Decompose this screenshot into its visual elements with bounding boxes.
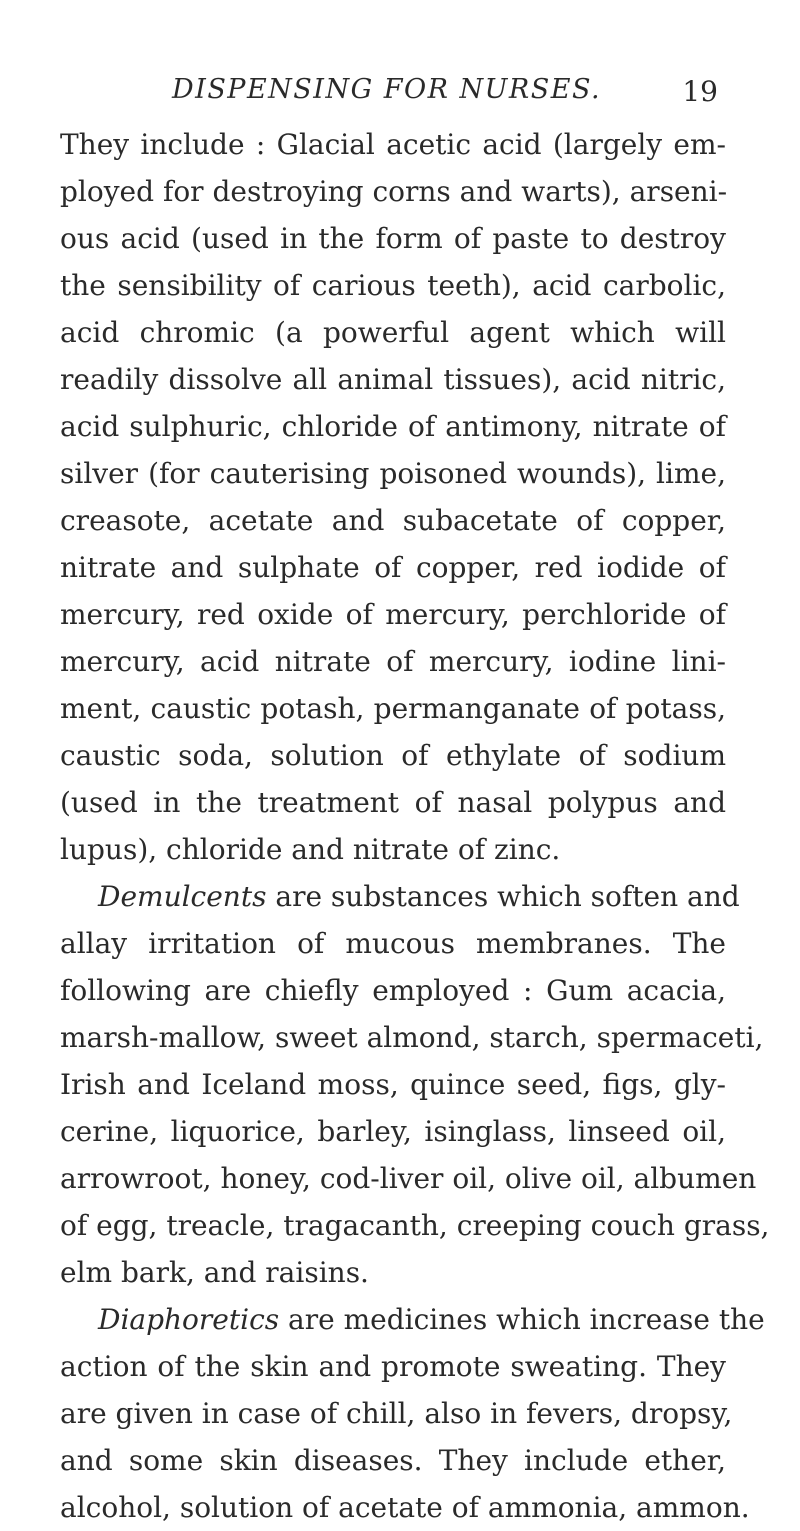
text-line: ment, caustic potash, permanganate of potass,	[60, 692, 726, 725]
text-line: marsh-mallow, sweet almond, starch, spermaceti,	[60, 1021, 764, 1054]
term-description: are medicines which increase the	[279, 1303, 765, 1336]
text-line: mercury, acid nitrate of mercury, iodine lini-	[60, 645, 726, 678]
term-diaphoretics: Diaphoretics	[98, 1303, 280, 1336]
body-text	[60, 121, 770, 1531]
term-demulcents: Demulcents	[98, 880, 267, 913]
text-line: Irish and Iceland moss, quince seed, figs, gly-	[60, 1068, 726, 1101]
text-line: readily dissolve all animal tissues), acid nitric,	[60, 363, 726, 396]
text-line	[60, 1296, 765, 1343]
text-line: They include : Glacial acetic acid (largely em-	[60, 128, 726, 161]
text-line: ous acid (used in the form of paste to destroy	[60, 222, 726, 255]
page-number: 19	[682, 75, 718, 108]
paragraph-demulcents	[60, 873, 770, 1296]
text-line: nitrate and sulphate of copper, red iodide of	[60, 551, 726, 584]
text-line: the sensibility of carious teeth), acid carbolic,	[60, 269, 726, 302]
text-line: elm bark, and raisins.	[60, 1256, 369, 1289]
text-line: mercury, red oxide of mercury, perchloride of	[60, 598, 726, 631]
text-line: (used in the treatment of nasal polypus and	[60, 786, 726, 819]
text-line: action of the skin and promote sweating. They	[60, 1350, 726, 1383]
text-line: following are chiefly employed : Gum acacia,	[60, 974, 726, 1007]
text-line: alcohol, solution of acetate of ammonia, ammon.	[60, 1491, 750, 1524]
text-line: allay irritation of mucous membranes. The	[60, 927, 726, 960]
running-head: DISPENSING FOR NURSES.	[172, 74, 602, 105]
paragraph-caustics	[60, 121, 726, 873]
text-line: acid sulphuric, chloride of antimony, nitrate of	[60, 410, 726, 443]
text-line: cerine, liquorice, barley, isinglass, linseed oil,	[60, 1115, 726, 1148]
text-line: are given in case of chill, also in fevers, dropsy,	[60, 1397, 733, 1430]
text-line: of egg, treacle, tragacanth, creeping couch grass,	[60, 1209, 770, 1242]
text-line: arrowroot, honey, cod-liver oil, olive oil, albumen	[60, 1162, 757, 1195]
text-line: caustic soda, solution of ethylate of sodium	[60, 739, 726, 772]
text-line: acid chromic (a powerful agent which will	[60, 316, 726, 349]
text-line: and some skin diseases. They include ether,	[60, 1444, 726, 1477]
text-line: creasote, acetate and subacetate of copper,	[60, 504, 726, 537]
text-line	[60, 873, 740, 920]
text-line: silver (for cauterising poisoned wounds), lime,	[60, 457, 726, 490]
text-line: ployed for destroying corns and warts), arseni-	[60, 175, 728, 208]
text-line: lupus), chloride and nitrate of zinc.	[60, 833, 561, 866]
term-description: are substances which soften and	[266, 880, 740, 913]
paragraph-diaphoretics	[60, 1296, 765, 1531]
